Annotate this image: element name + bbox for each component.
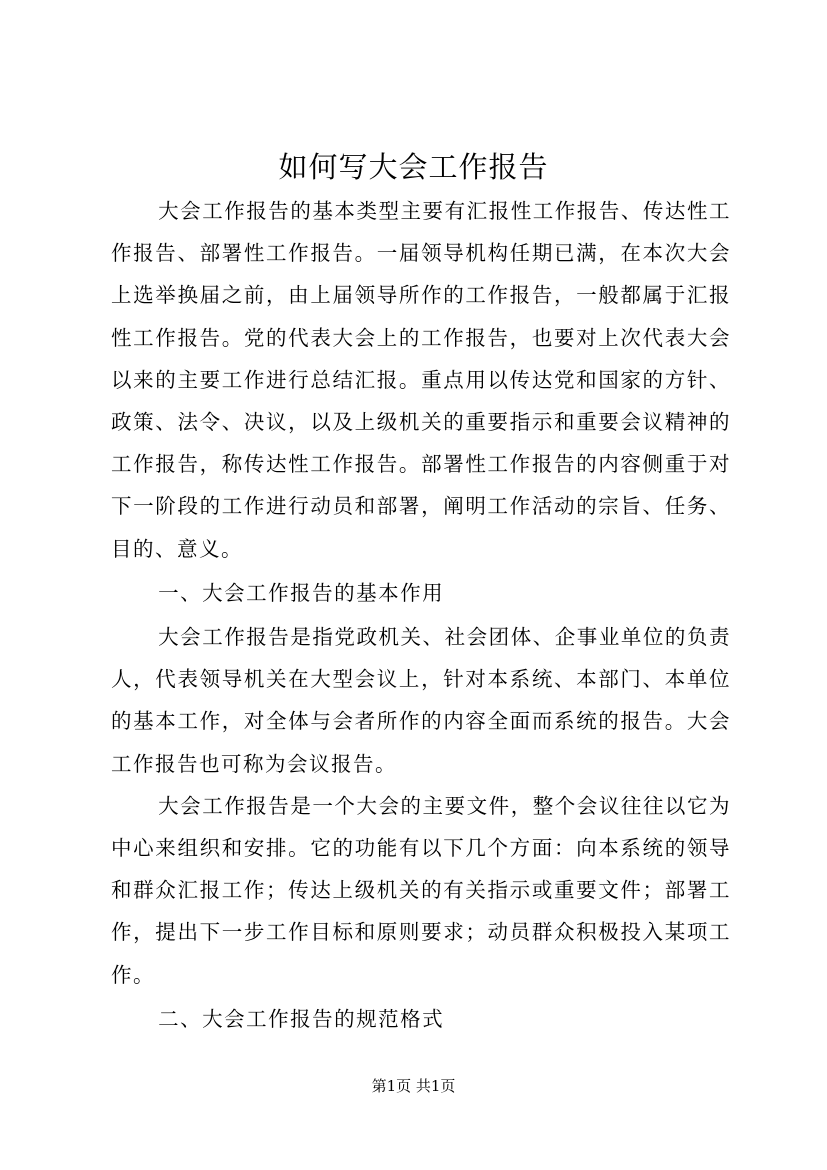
paragraph-functions: 大会工作报告是一个大会的主要文件，整个会议往往以它为中心来组织和安排。它的功能有以下几个方面：向本系统的领导和群众汇报工作；传达上级机关的有关指示或重要文件；部署工作，提出下一步工作目标和原则要求；动员群众积极投入某项工作。 — [111, 793, 731, 987]
section-heading-2: 二、大会工作报告的规范格式 — [158, 1006, 445, 1031]
paragraph-intro: 大会工作报告的基本类型主要有汇报性工作报告、传达性工作报告、部署性工作报告。一届领导机构任期已满，在本次大会上选举换届之前，由上届领导所作的工作报告，一般都属于汇报性工作报告。党的代表大会上的工作报告，也要对上次代表大会以来的主要工作进行总结汇报。重点用以传达党和国家的方针、政策、法令、决议，以及上级机关的重要指示和重要会议精神的工作报告，称传达性工作报告。部署性工作报告的内容侧重于对下一阶段的工作进行动员和部署，阐明工作活动的宗旨、任务、目的、意义。 — [111, 199, 731, 561]
section-heading-1: 一、大会工作报告的基本作用 — [158, 580, 445, 605]
page-number-footer: 第1页 共1页 — [371, 1077, 456, 1095]
document-title: 如何写大会工作报告 — [278, 150, 549, 184]
document-body — [111, 190, 731, 1042]
paragraph-definition: 大会工作报告是指党政机关、社会团体、企事业单位的负责人，代表领导机关在大型会议上，针对本系统、本部门、本单位的基本工作，对全体与会者所作的内容全面而系统的报告。大会工作报告也可称为会议报告。 — [111, 625, 731, 776]
